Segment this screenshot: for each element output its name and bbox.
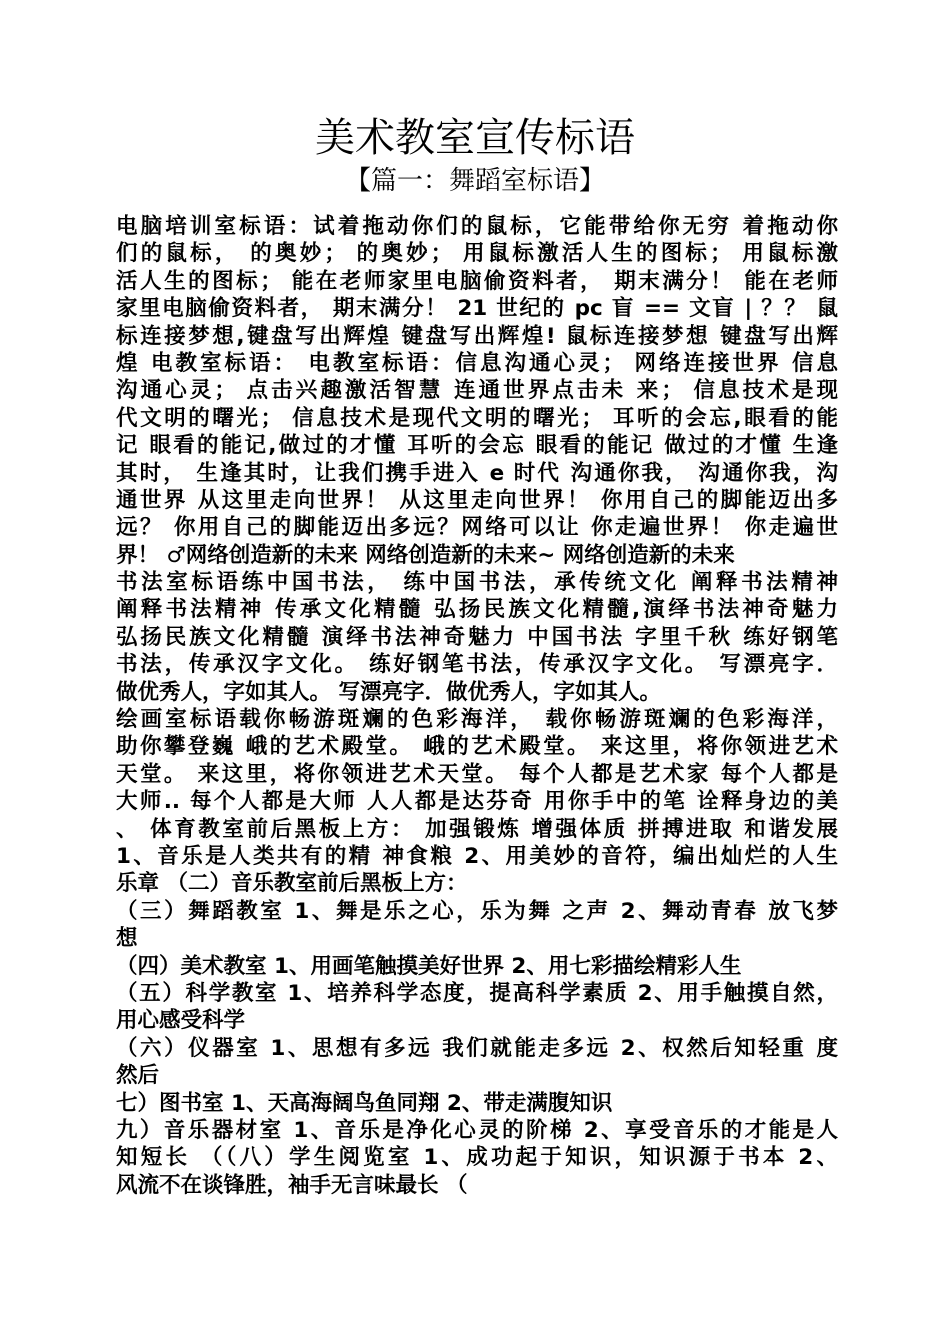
body-line: 大师.. 每个人都是大师 人人都是达芬奇 用你手中的笔 诠释身边的美 [116, 789, 838, 815]
body-line: 阐释书法精神 传承文化精髓 弘扬民族文化精髓,演绎书法神奇魅力 [116, 597, 838, 623]
body-line: 家里电脑偷资料者， 期末满分！ 21 世纪的 pc 盲 == 文盲 | ？？ 鼠 [116, 296, 838, 322]
body-line: 沟通心灵； 点击兴趣激活智慧 连通世界点击未 来； 信息技术是现 [116, 378, 838, 404]
body-line: 天堂。 来这里，将你领进艺术天堂。 每个人都是艺术家 每个人都是 [116, 761, 838, 787]
body-line: 通世界 从这里走向世界！ 从这里走向世界！ 你用自己的脚能迈出多 [116, 487, 838, 513]
body-line: 七）图书室 1、天高海阔鸟鱼同翔 2、带走满腹知识 [116, 1090, 613, 1116]
body-line: 九）音乐器材室 1、音乐是净化心灵的阶梯 2、享受音乐的才能是人 [116, 1117, 838, 1143]
body-line: （四）美术教室 1、用画笔触摸美好世界 2、用七彩描绘精彩人生 [116, 953, 742, 979]
body-line: 活人生的图标； 能在老师家里电脑偷资料者， 期末满分！ 能在老师 [116, 268, 838, 294]
body-line: 乐章 （二）音乐教室前后黑板上方： [116, 871, 468, 897]
body-line: 助你攀登巍 峨的艺术殿堂。 峨的艺术殿堂。 来这里，将你领进艺术 [116, 734, 838, 760]
document-title: 美术教室宣传标语 [315, 115, 635, 161]
body-line: 做优秀人，字如其人。 写漂亮字．做优秀人，字如其人。 [116, 679, 661, 705]
body-line: 绘画室标语载你畅游斑斓的色彩海洋， 载你畅游斑斓的色彩海洋， [116, 707, 838, 733]
document-subtitle: 【篇一：舞蹈室标语】 [344, 166, 605, 196]
body-line: 1、音乐是人类共有的精 神食粮 2、用美妙的音符，编出灿烂的人生 [116, 843, 838, 869]
document-body [116, 213, 838, 1199]
body-line: 代文明的曙光； 信息技术是现代文明的曙光； 耳听的会忘,眼看的能 [116, 405, 838, 431]
body-line: 想 [116, 926, 138, 952]
body-line: 、 体育教室前后黑板上方： 加强锻炼 增强体质 拼搏进取 和谐发展 [116, 816, 838, 842]
body-line: 电脑培训室标语：试着拖动你们的鼠标，它能带给你无穷 着拖动你 [116, 214, 838, 239]
body-line: （三）舞蹈教室 1、舞是乐之心，乐为舞 之声 2、舞动青春 放飞梦 [116, 898, 838, 924]
body-line: 煌 电教室标语： 电教室标语：信息沟通心灵； 网络连接世界 信息 [116, 350, 838, 376]
body-line: 用心感受科学 [116, 1008, 246, 1034]
body-line: （六）仪器室 1、思想有多远 我们就能走多远 2、权然后知轻重 度 [116, 1035, 838, 1061]
body-line: 书法，传承汉字文化。 练好钢笔书法，传承汉字文化。 写漂亮字． [116, 652, 838, 678]
body-line: 其时， 生逢其时，让我们携手进入 e 时代 沟通你我， 沟通你我，沟 [116, 460, 838, 486]
body-line: 们的鼠标， 的奥妙； 的奥妙； 用鼠标激活人生的图标； 用鼠标激 [116, 241, 838, 267]
body-line: 界！ ♂网络创造新的未来 网络创造新的未来~ 网络创造新的未来 [116, 542, 735, 568]
body-line: 弘扬民族文化精髓 演绎书法神奇魅力 中国书法 字里千秋 练好钢笔 [116, 624, 838, 650]
body-line: 记 眼看的能记,做过的才懂 耳听的会忘 眼看的能记 做过的才懂 生逢 [116, 433, 838, 459]
body-line: 风流不在谈锋胜，袖手无言味最长 （ [116, 1172, 468, 1198]
body-line: 远？ 你用自己的脚能迈出多远？网络可以让 你走遍世界！ 你走遍世 [116, 515, 838, 541]
body-line: 标连接梦想,键盘写出辉煌 键盘写出辉煌! 鼠标连接梦想 键盘写出辉 [116, 323, 838, 349]
body-line: 知短长 （（八）学生阅览室 1、成功起于知识，知识源于书本 2、 [116, 1145, 838, 1171]
body-line: 书法室标语练中国书法， 练中国书法，承传统文化 阐释书法精神 [116, 570, 838, 596]
body-line: （五）科学教室 1、培养科学态度，提高科学素质 2、用手触摸自然， [116, 980, 838, 1006]
body-line: 然后 [116, 1063, 160, 1089]
